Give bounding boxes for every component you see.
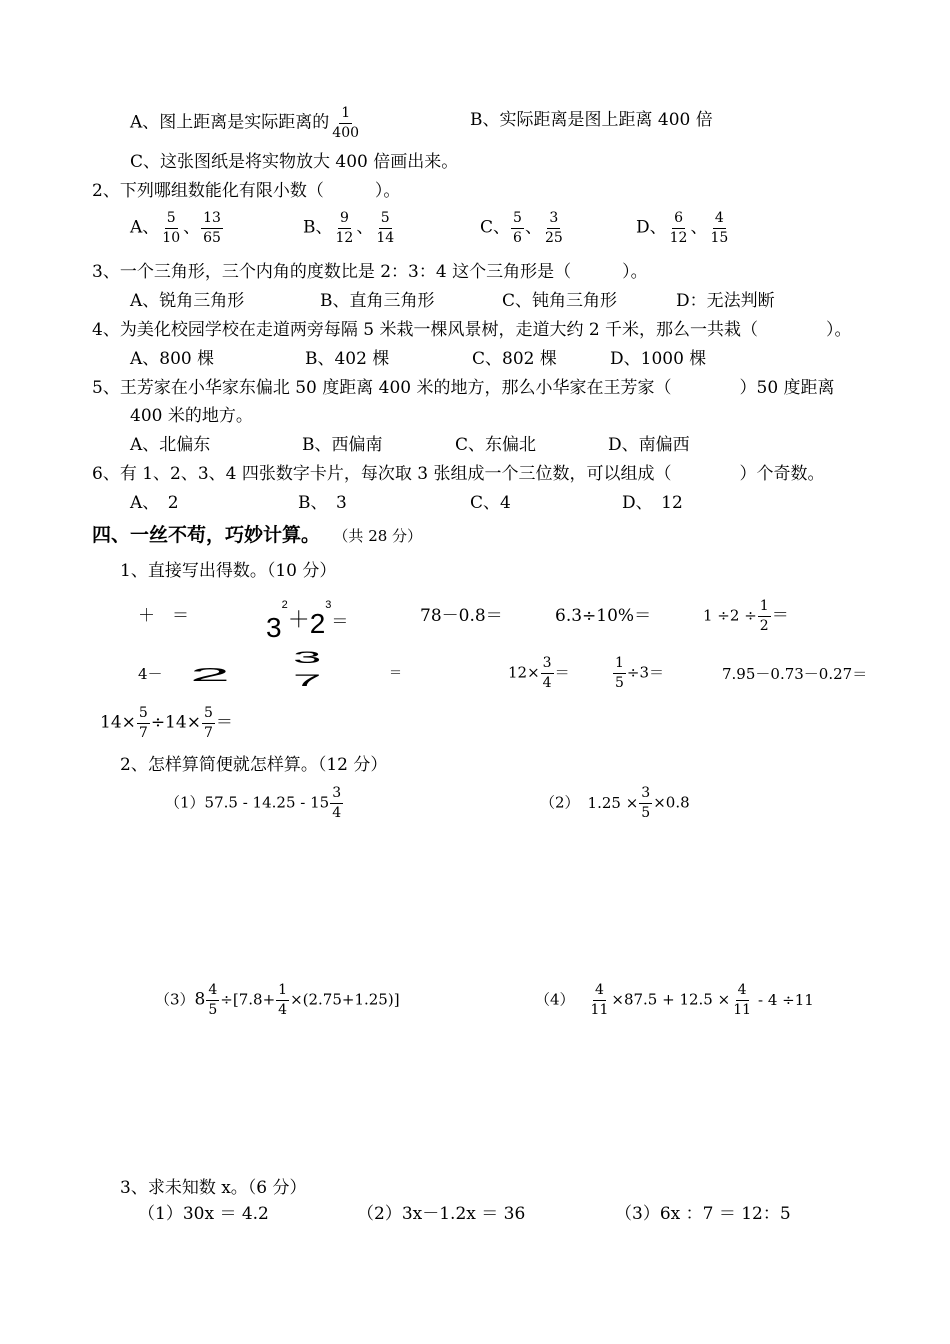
calc-r1-c3: 78－0.8＝ <box>420 606 503 626</box>
q5-question-cont: 400 米的地方。 <box>130 406 253 426</box>
q6-option-a: A、 2 <box>130 493 179 513</box>
q4-option-c: C、802 棵 <box>472 349 557 369</box>
q3-option-b: B、直角三角形 <box>320 291 435 311</box>
q5-option-b: B、西偏南 <box>302 435 383 455</box>
q3-option-d: D：无法判断 <box>676 291 775 311</box>
section-4-title: 四、一丝不苟，巧妙计算。 <box>92 524 321 546</box>
q2-option-d: D、 $\frac{6}{12}$ 、 $\frac{4}{15}$ <box>636 210 729 246</box>
calc-r2-glyph-2: 2 <box>190 665 231 685</box>
simplify-e3: （3）8 $\frac{4}{5}$ ÷[7.8+ $\frac{1}{4}$ ×(2.75+1.25)] <box>155 982 400 1018</box>
q6-option-d: D、 12 <box>622 493 683 513</box>
q5-option-c: C、东偏北 <box>455 435 537 455</box>
simplify-e1: （1）57.5 - 14.25 - 15 $\frac{3}{4}$ <box>165 785 342 821</box>
section-4-score: （共 28 分） <box>333 527 423 545</box>
q2-option-a: A、 $\frac{5}{10}$ 、 $\frac{13}{65}$ <box>130 210 221 246</box>
q4-option-b: B、402 棵 <box>305 349 390 369</box>
fraction: $\frac{1}{400}$ <box>332 105 360 141</box>
simplify-e4: （4） $\frac{4}{11}$ ×87.5 + 12.5 × $\frac{4}{11}$ - 4 ÷11 <box>535 982 814 1018</box>
q4-option-d: D、1000 棵 <box>610 349 707 369</box>
equation-1: （1）30x ＝ 4.2 <box>138 1204 269 1224</box>
calc-r2-c5: 7.95－0.73－0.27＝ <box>722 665 868 683</box>
section-4-heading <box>92 526 422 545</box>
equation-2: （2）3x－1.2x ＝ 36 <box>357 1204 526 1224</box>
q5-question: 5、王芳家在小华家东偏北 50 度距离 400 米的地方，那么小华家在王芳家（ ）50 度距离 <box>92 378 835 398</box>
q6-option-b: B、 3 <box>298 493 347 513</box>
q4-option-a: A、800 棵 <box>130 349 215 369</box>
q6-question: 6、有 1、2、3、4 四张数字卡片，每次取 3 张组成一个三位数，可以组成（ ）个奇数。 <box>92 464 825 484</box>
calc-r3: 14× $\frac{5}{7}$ ÷14× $\frac{5}{7}$ ＝ <box>100 705 233 741</box>
calc-r1-c5: 1 ÷2 ÷ $\frac{1}{2}$ ＝ <box>703 598 789 634</box>
q5-option-a: A、北偏东 <box>130 435 211 455</box>
simplify-e2: （2） 1.25 × $\frac{3}{5}$ ×0.8 <box>540 785 690 821</box>
q2-option-b: B、 $\frac{9}{12}$ 、 $\frac{5}{14}$ <box>303 210 395 246</box>
q1-option-c: C、这张图纸是将实物放大 400 倍画出来。 <box>130 152 459 172</box>
q3-option-c: C、钝角三角形 <box>502 291 618 311</box>
calc-r2-c3: 12× $\frac{3}{4}$ ＝ <box>508 655 570 691</box>
calc-r2-c2-eq: ＝ <box>389 666 403 681</box>
q1-option-b: B、实际距离是图上距离 400 倍 <box>470 110 713 130</box>
q3-question: 3、一个三角形，三个内角的度数比是 2：3：4 这个三角形是（ ）。 <box>92 262 648 282</box>
calc-r1-c4: 6.3÷10%＝ <box>555 606 652 626</box>
calc-r1-c2: $3^2+2^3=$ <box>266 599 349 643</box>
q2-option-c: C、 $\frac{5}{6}$ 、 $\frac{3}{25}$ <box>480 210 563 246</box>
q3-option-a: A、锐角三角形 <box>130 291 245 311</box>
calc-r1-c1: ＋ ＝ <box>138 606 189 626</box>
equation-3: （3）6x ：7 ＝ 12：5 <box>615 1204 791 1224</box>
q2-question: 2、下列哪组数能化有限小数（ ）。 <box>92 181 401 201</box>
calc-r2-c1: 4－ <box>138 665 163 683</box>
q4-question: 4、为美化校园学校在走道两旁每隔 5 米栽一棵风景树，走道大约 2 千米，那么一共栽（ ）。 <box>92 320 852 340</box>
part3-title: 3、求未知数 x。（6 分） <box>120 1178 307 1198</box>
q1-option-a <box>130 106 362 140</box>
part1-title: 1、直接写出得数。（10 分） <box>120 561 337 581</box>
calc-r2-c4: $\frac{1}{5}$ ÷3＝ <box>615 655 665 691</box>
q1-option-a-text: A、图上距离是实际距离的 <box>130 112 330 133</box>
q6-option-c: C、4 <box>470 493 511 513</box>
part2-title: 2、怎样算简便就怎样算。（12 分） <box>120 755 388 775</box>
calc-r2-glyph-7: 7 <box>293 671 322 691</box>
calc-r2-glyph-3: 3 <box>293 648 322 668</box>
q5-option-d: D、南偏西 <box>608 435 690 455</box>
